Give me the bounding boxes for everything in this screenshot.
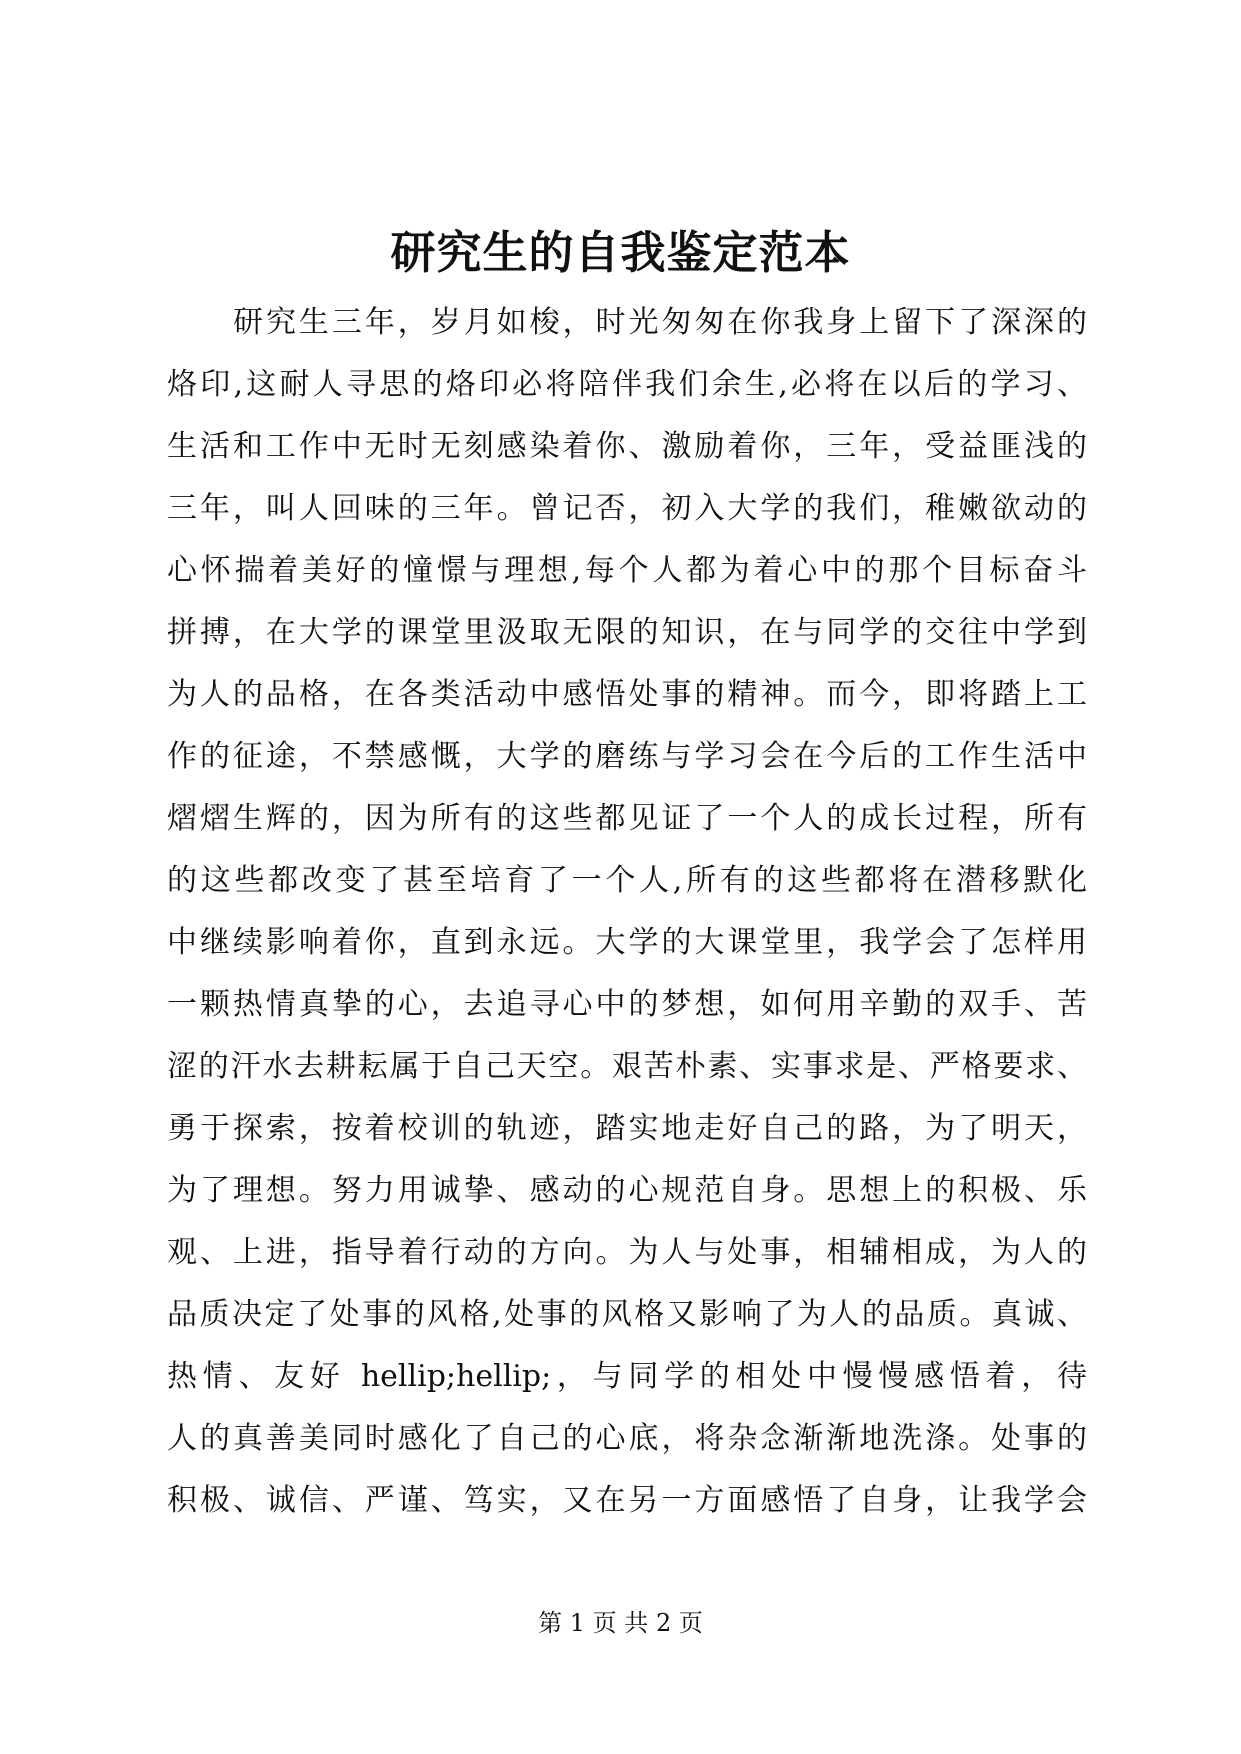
body-line: 中继续影响着你，直到永远。大学的大课堂里，我学会了怎样用 <box>167 925 1087 960</box>
body-line: 生活和工作中无时无刻感染着你、激励着你，三年，受益匪浅的 <box>167 429 1087 464</box>
document-title: 研究生的自我鉴定范本 <box>390 226 851 279</box>
body-line: 一颗热情真挚的心，去追寻心中的梦想，如何用辛勤的双手、苦 <box>167 987 1087 1022</box>
body-line: 观、上进，指导着行动的方向。为人与处事，相辅相成，为人的 <box>167 1235 1087 1270</box>
body-line: 人的真善美同时感化了自己的心底，将杂念渐渐地洗涤。处事的 <box>167 1421 1087 1456</box>
body-line: 热情、友好 hellip;hellip;，与同学的相处中慢慢感悟着，待 <box>167 1359 1087 1394</box>
body-line: 烙印,这耐人寻思的烙印必将陪伴我们余生,必将在以后的学习、 <box>167 367 1087 402</box>
body-line: 勇于探索，按着校训的轨迹，踏实地走好自己的路，为了明天， <box>167 1111 1087 1146</box>
body-line: 的这些都改变了甚至培育了一个人,所有的这些都将在潜移默化 <box>167 863 1087 898</box>
body-line: 心怀揣着美好的憧憬与理想,每个人都为着心中的那个目标奋斗 <box>167 553 1087 588</box>
body-line: 三年，叫人回味的三年。曾记否，初入大学的我们，稚嫩欲动的 <box>167 491 1087 526</box>
body-line: 作的征途，不禁感慨，大学的磨练与学习会在今后的工作生活中 <box>167 739 1087 774</box>
document-body <box>167 292 1087 1532</box>
body-line: 为了理想。努力用诚挚、感动的心规范自身。思想上的积极、乐 <box>167 1173 1087 1208</box>
body-line: 拼搏，在大学的课堂里汲取无限的知识，在与同学的交往中学到 <box>167 615 1087 650</box>
page-footer: 第 1 页 共 2 页 <box>538 1609 703 1637</box>
body-line: 品质决定了处事的风格,处事的风格又影响了为人的品质。真诚、 <box>167 1297 1087 1332</box>
body-line: 研究生三年，岁月如梭，时光匆匆在你我身上留下了深深的 <box>233 305 1087 340</box>
body-line: 积极、诚信、严谨、笃实，又在另一方面感悟了自身，让我学会 <box>167 1483 1087 1518</box>
body-line: 熠熠生辉的，因为所有的这些都见证了一个人的成长过程，所有 <box>167 801 1087 836</box>
body-line: 涩的汗水去耕耘属于自己天空。艰苦朴素、实事求是、严格要求、 <box>167 1049 1087 1084</box>
body-line: 为人的品格，在各类活动中感悟处事的精神。而今，即将踏上工 <box>167 677 1087 712</box>
